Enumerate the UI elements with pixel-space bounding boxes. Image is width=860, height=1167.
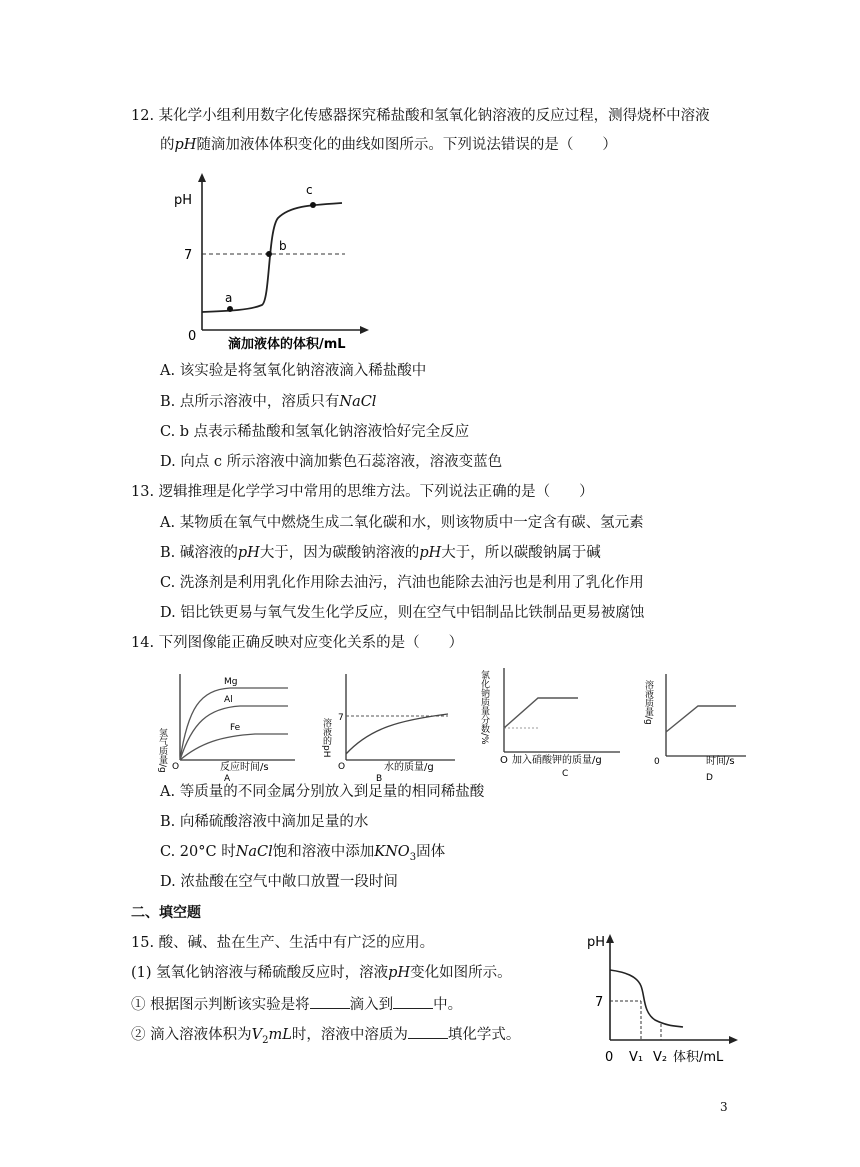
q14-option-a: A. 等质量的不同金属分别放入到足量的相同稀盐酸 (160, 784, 485, 800)
q12-y-tick-7: 7 (184, 248, 193, 263)
chart-b-x-label: 水的质量/g (384, 762, 434, 773)
blank-2 (393, 994, 433, 1009)
chart-b-y-label: 溶液的pH (321, 718, 331, 758)
chart-d-origin: 0 (654, 757, 660, 767)
q12-stem-line2: 的pH随滴加液体体积变化的曲线如图所示。下列说法错误的是（ ） (160, 137, 617, 153)
q14-chart-a (157, 668, 300, 784)
q12-label-a: a (225, 291, 233, 305)
q12-ph-graph (170, 170, 370, 355)
chart-a-al-label: Al (224, 695, 233, 705)
q13-option-a: A. 某物质在氧气中燃烧生成二氧化碳和水，则该物质中一定含有碳、氢元素 (160, 515, 644, 531)
q12-x-label: 滴加液体的体积/mL (228, 337, 346, 352)
q13-option-b: B. 碱溶液的pH大于，因为碳酸钠溶液的pH大于，所以碳酸钠属于碱 (160, 545, 601, 561)
q12-y-label: pH (174, 193, 193, 208)
chart-c-x-label: 加入硝酸钾的质量/g (512, 755, 602, 766)
blank-1 (310, 994, 350, 1009)
q15-stem: 15. 酸、碱、盐在生产、生活中有广泛的应用。 (131, 935, 435, 951)
q14-chart-b (320, 668, 460, 783)
chart-a-y-label: 氢气质量/g (157, 728, 167, 773)
chart-a-mg-label: Mg (224, 677, 238, 687)
q15-part1-q1: ① 根据图示判断该实验是将 滴入到 中。 (131, 994, 462, 1015)
q15-part1: (1) 氢氧化钠溶液与稀硫酸反应时，溶液pH变化如图所示。 (131, 965, 512, 981)
q12-label-b: b (279, 239, 287, 253)
q14-stem: 14. 下列图像能正确反映对应变化关系的是（ ） (131, 635, 464, 651)
point-c (310, 202, 316, 208)
point-b (266, 251, 272, 257)
blank-3 (408, 1024, 448, 1039)
q15-y-label: pH (587, 935, 606, 950)
page-number: 3 (720, 1100, 728, 1114)
chart-d-y-label: 溶液质量/g (643, 680, 653, 725)
q15-origin: 0 (605, 1050, 614, 1065)
chart-d-x-label: 时间/s (706, 756, 735, 767)
section-title-fill-in: 二、填空题 (131, 905, 201, 921)
chart-a-fe-label: Fe (230, 723, 241, 733)
q13-option-c: C. 洗涤剂是利用乳化作用除去油污，汽油也能除去油污也是利用了乳化作用 (160, 575, 644, 591)
q12-option-a: A. 该实验是将氢氧化钠溶液滴入稀盐酸中 (160, 363, 427, 379)
q14-chart-c (480, 664, 630, 783)
q14-option-d: D. 浓盐酸在空气中敞口放置一段时间 (160, 874, 398, 890)
chart-d-letter: D (706, 773, 713, 783)
chart-a-origin: O (172, 762, 180, 772)
point-a (227, 306, 233, 312)
chart-a-letter: A (224, 774, 231, 784)
q13-option-d: D. 铝比铁更易与氧气发生化学反应，则在空气中铝制品比铁制品更易被腐蚀 (160, 605, 645, 621)
q15-part1-q2: ② 滴入溶液体积为$V_2mL$时，溶液中溶质为 填化学式。 (131, 1024, 520, 1051)
q14-option-b: B. 向稀硫酸溶液中滴加足量的水 (160, 814, 369, 830)
q15-ph-graph (585, 930, 745, 1070)
chart-a-x-label: 反应时间/s (220, 762, 269, 773)
q15-v2-label: V₂ (653, 1050, 668, 1065)
q12-option-d: D. 向点 c 所示溶液中滴加紫色石蕊溶液，溶液变蓝色 (160, 454, 503, 470)
chart-c-origin: O (500, 755, 508, 766)
q15-y-tick-7: 7 (595, 995, 604, 1010)
q12-origin: 0 (188, 329, 197, 344)
chart-b-origin: O (338, 762, 346, 772)
q14-option-c: C. 20°C 时NaCl饱和溶液中添加$KNO_3$固体 (160, 844, 446, 863)
q12-stem-line1: 12. 某化学小组利用数字化传感器探究稀盐酸和氢氧化钠溶液的反应过程，测得烧杯中溶液 (131, 108, 710, 124)
q12-option-b: B. 点所示溶液中，溶质只有NaCl (160, 394, 377, 410)
chart-b-letter: B (376, 774, 383, 784)
chart-c-letter: C (562, 769, 569, 779)
q15-x-label: 体积/mL (673, 1050, 724, 1065)
q12-label-c: c (306, 183, 313, 197)
q12-option-c: C. b 点表示稀盐酸和氢氧化钠溶液恰好完全反应 (160, 424, 470, 440)
chart-b-y-tick-7: 7 (338, 713, 344, 723)
q15-v1-label: V₁ (629, 1050, 644, 1065)
chart-c-y-label: 氯化钠质量分数/% (479, 670, 489, 745)
q13-stem: 13. 逻辑推理是化学学习中常用的思维方法。下列说法正确的是（ ） (131, 484, 594, 500)
q14-chart-d (640, 668, 750, 783)
